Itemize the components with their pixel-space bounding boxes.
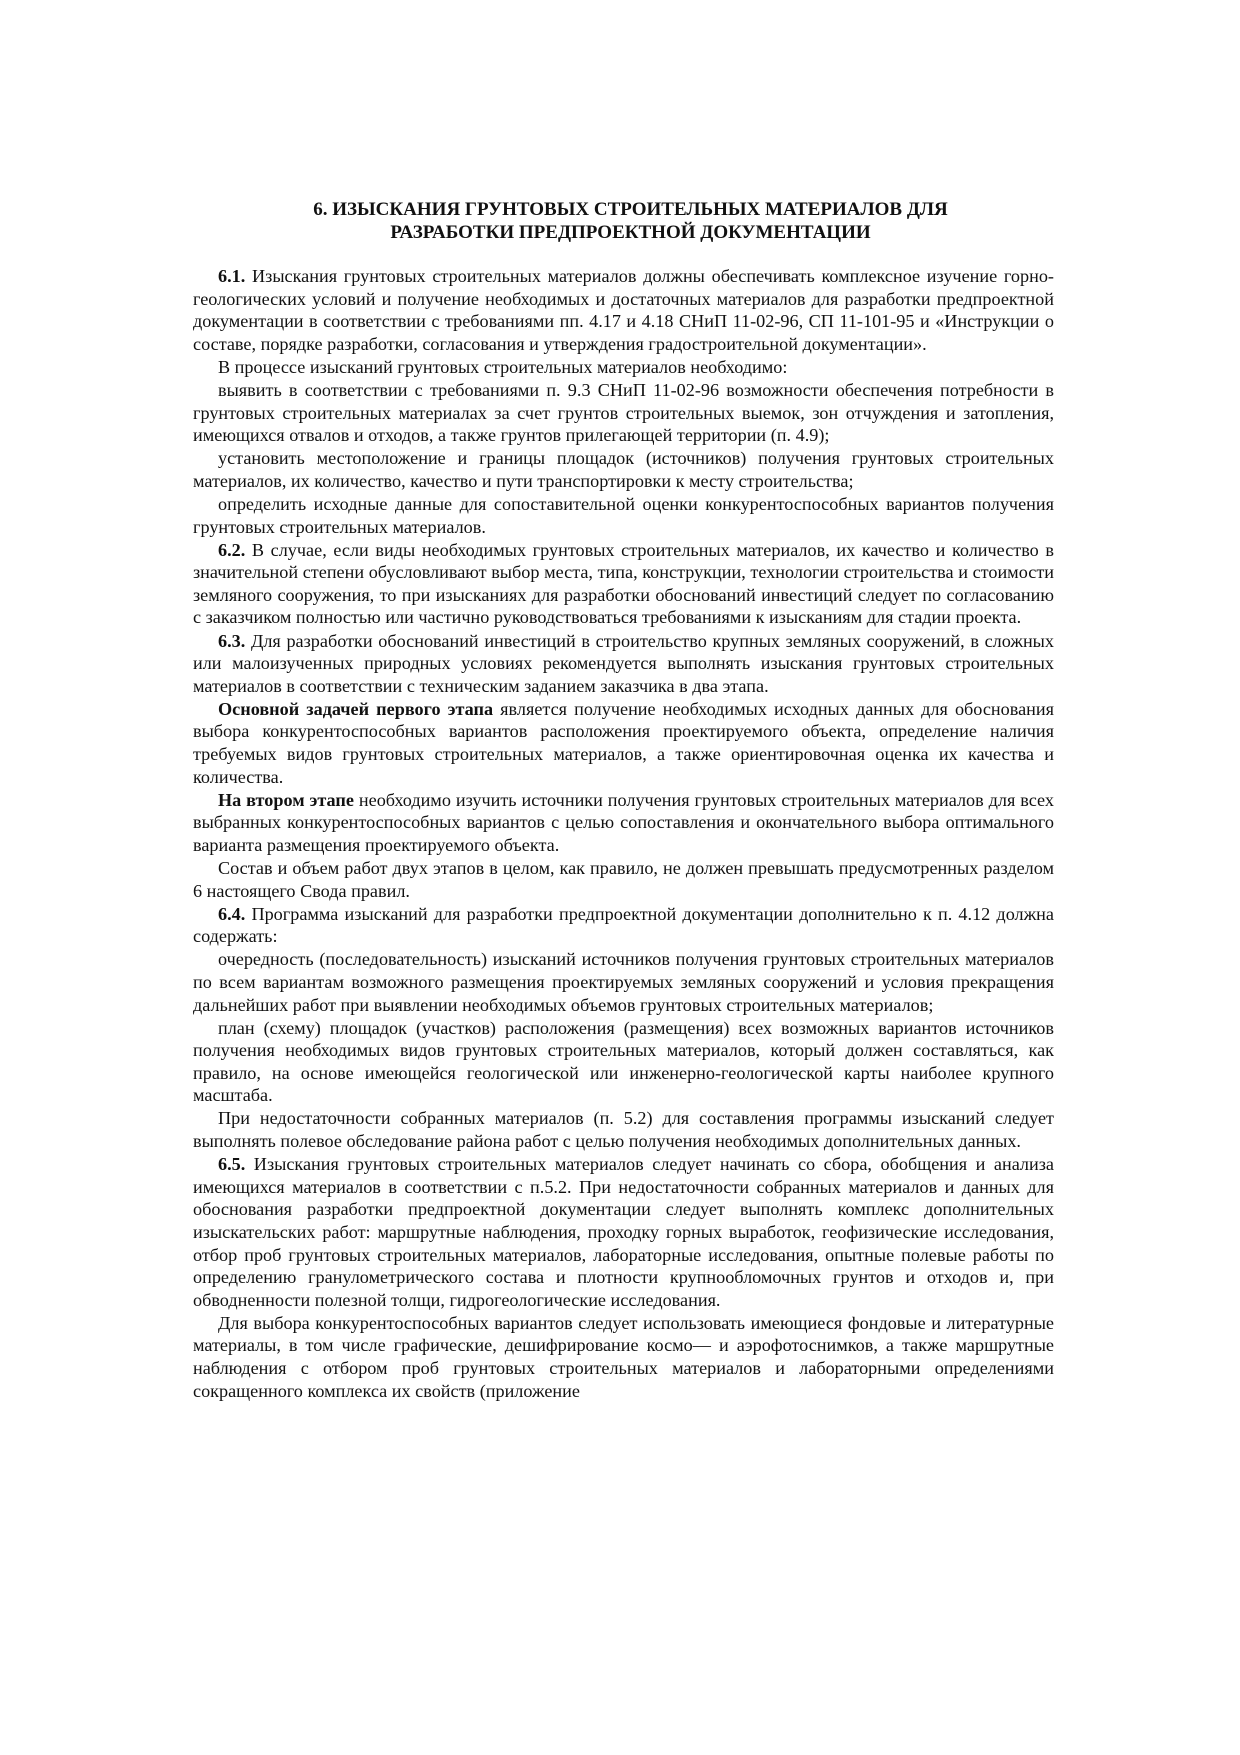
clause-number: 6.1. (218, 266, 246, 286)
section-title-line-2: РАЗРАБОТКИ ПРЕДПРОЕКТНОЙ ДОКУМЕНТАЦИИ (390, 222, 871, 243)
document-page (193, 198, 1054, 1403)
paragraph-text: При недостаточности собранных материалов (п. 5.2) для составления программы изысканий следует выполнять полевое обследование района работ с целью получения необходимых дополнительных данных. (193, 1108, 1054, 1152)
paragraph-text: В процессе изысканий грунтовых строительных материалов необходимо: (218, 356, 788, 377)
clause-number: 6.2. (218, 539, 246, 560)
list-paragraph (193, 379, 1054, 447)
clause-number: 6.5. (218, 1154, 246, 1175)
paragraph-text: очередность (последовательность) изысканий источников получения грунтовых строительных материалов по всем вариантам возможного размещения проектируемых земляных сооружений и условия прекращения дальнейших работ при выявлении необходимых объемов грунтовых строительных материалов; (193, 949, 1054, 1015)
paragraph-6-4 (193, 903, 1054, 948)
bold-lead: На втором этапе (218, 789, 354, 810)
paragraph-text: установить местоположение и границы площадок (источников) получения грунтовых строительных материалов, их количество, качество и пути транспортировки к месту строительства; (193, 448, 1054, 491)
paragraph-first-stage (193, 698, 1054, 788)
list-paragraph (193, 447, 1054, 492)
paragraph-text: выявить в соответствии с требованиями п. 9.3 СНиП 11-02-96 возможности обеспечения потребности в грунтовых строительных материалах за счет грунтов строительных выемок, зон отчуждения и затопления, имеющихся отвалов и отходов, а также грунтов прилегающей территории (п. 4.9); (193, 379, 1054, 446)
paragraph-text: необходимо изучить источники получения грунтовых строительных материалов для всех выбранных конкурентоспособных вариантов с целью сопоставления и окончательного выбора оптимального варианта размещения проектируемого объекта. (193, 789, 1054, 855)
section-title-line-1: 6. ИЗЫСКАНИЯ ГРУНТОВЫХ СТРОИТЕЛЬНЫХ МАТЕРИАЛОВ ДЛЯ (313, 199, 948, 220)
section-title (193, 198, 1054, 244)
paragraph-second-stage (193, 789, 1054, 857)
paragraph-text: В случае, если виды необходимых грунтовых строительных материалов, их качество и количество в значительной степени обусловливают выбор места, типа, конструкции, технологии строительства и стоимости земляного сооружения, то при изысканиях для разработки обоснований инвестиций следует по согласованию с заказчиком полностью или частично руководствоваться требованиями к изысканиям для стадии проекта. (193, 539, 1054, 628)
paragraph (193, 356, 1054, 379)
paragraph-6-2 (193, 539, 1054, 629)
paragraph (193, 1107, 1054, 1152)
paragraph-text: план (схему) площадок (участков) расположения (размещения) всех возможных вариантов источников получения необходимых видов грунтовых строительных материалов, который должен составляться, как правило, на основе имеющейся геологической или инженерно-геологической карты наиболее крупного масштаба. (193, 1017, 1054, 1106)
paragraph-text: Состав и объем работ двух этапов в целом, как правило, не должен превышать предусмотренных разделом 6 настоящего Свода правил. (193, 857, 1054, 901)
bold-lead: Основной задачей первого этапа (218, 698, 494, 719)
paragraph-text: является получение необходимых исходных данных для обоснования выбора конкурентоспособных вариантов расположения проектируемого объекта, определение наличия требуемых видов грунтовых строительных материалов, а также ориентировочная оценка их качества и количества. (193, 698, 1054, 787)
paragraph-6-5 (193, 1153, 1054, 1311)
list-paragraph (193, 493, 1054, 538)
paragraph-text: Изыскания грунтовых строительных материалов должны обеспечивать комплексное изучение горно-геологических условий и получение необходимых и достаточных материалов для разработки предпроектной документации в соответствии с требованиями пп. 4.17 и 4.18 СНиП 11-02-96, СП 11-101-95 и «Инструкции о составе, порядке разработки, согласования и утверждения градостроительной документации». (193, 266, 1054, 354)
clause-number: 6.4. (218, 903, 246, 924)
paragraph-text: Программа изысканий для разработки предпроектной документации дополнительно к п. 4.12 должна содержать: (193, 903, 1054, 947)
paragraph-text: определить исходные данные для сопоставительной оценки конкурентоспособных вариантов получения грунтовых строительных материалов. (193, 493, 1054, 537)
paragraph-text: Для выбора конкурентоспособных вариантов следует использовать имеющиеся фондовые и литературные материалы, в том числе графические, дешифрирование космо— и аэрофотоснимков, а также маршрутные наблюдения с отбором проб грунтовых строительных материалов и лабораторными определениями сокращенного комплекса их свойств (приложение (193, 1312, 1054, 1401)
list-paragraph (193, 948, 1054, 1016)
list-paragraph (193, 1017, 1054, 1107)
paragraph-text: Для разработки обоснований инвестиций в строительство крупных земляных сооружений, в сложных или малоизученных природных условиях рекомендуется выполнять изыскания грунтовых строительных материалов в соответствии с техническим заданием заказчика в два этапа. (193, 630, 1054, 696)
paragraph (193, 857, 1054, 902)
clause-number: 6.3. (218, 630, 246, 651)
paragraph-6-3 (193, 630, 1054, 698)
paragraph (193, 1312, 1054, 1402)
paragraph-text: Изыскания грунтовых строительных материалов следует начинать со сбора, обобщения и анализа имеющихся материалов в соответствии с п.5.2. При недостаточности собранных материалов и данных для обоснования разработки предпроектной документации следует выполнять комплекс дополнительных изыскательских работ: маршрутные наблюдения, проходку горных выработок, геофизические исследования, отбор проб грунтовых строительных материалов, лабораторные исследования, опытные полевые работы по определению гранулометрического состава и плотности крупнообломочных грунтов и отходов и, при обводненности полезной толщи, гидрогеологические исследования. (193, 1154, 1054, 1310)
paragraph-6-1 (193, 265, 1054, 355)
